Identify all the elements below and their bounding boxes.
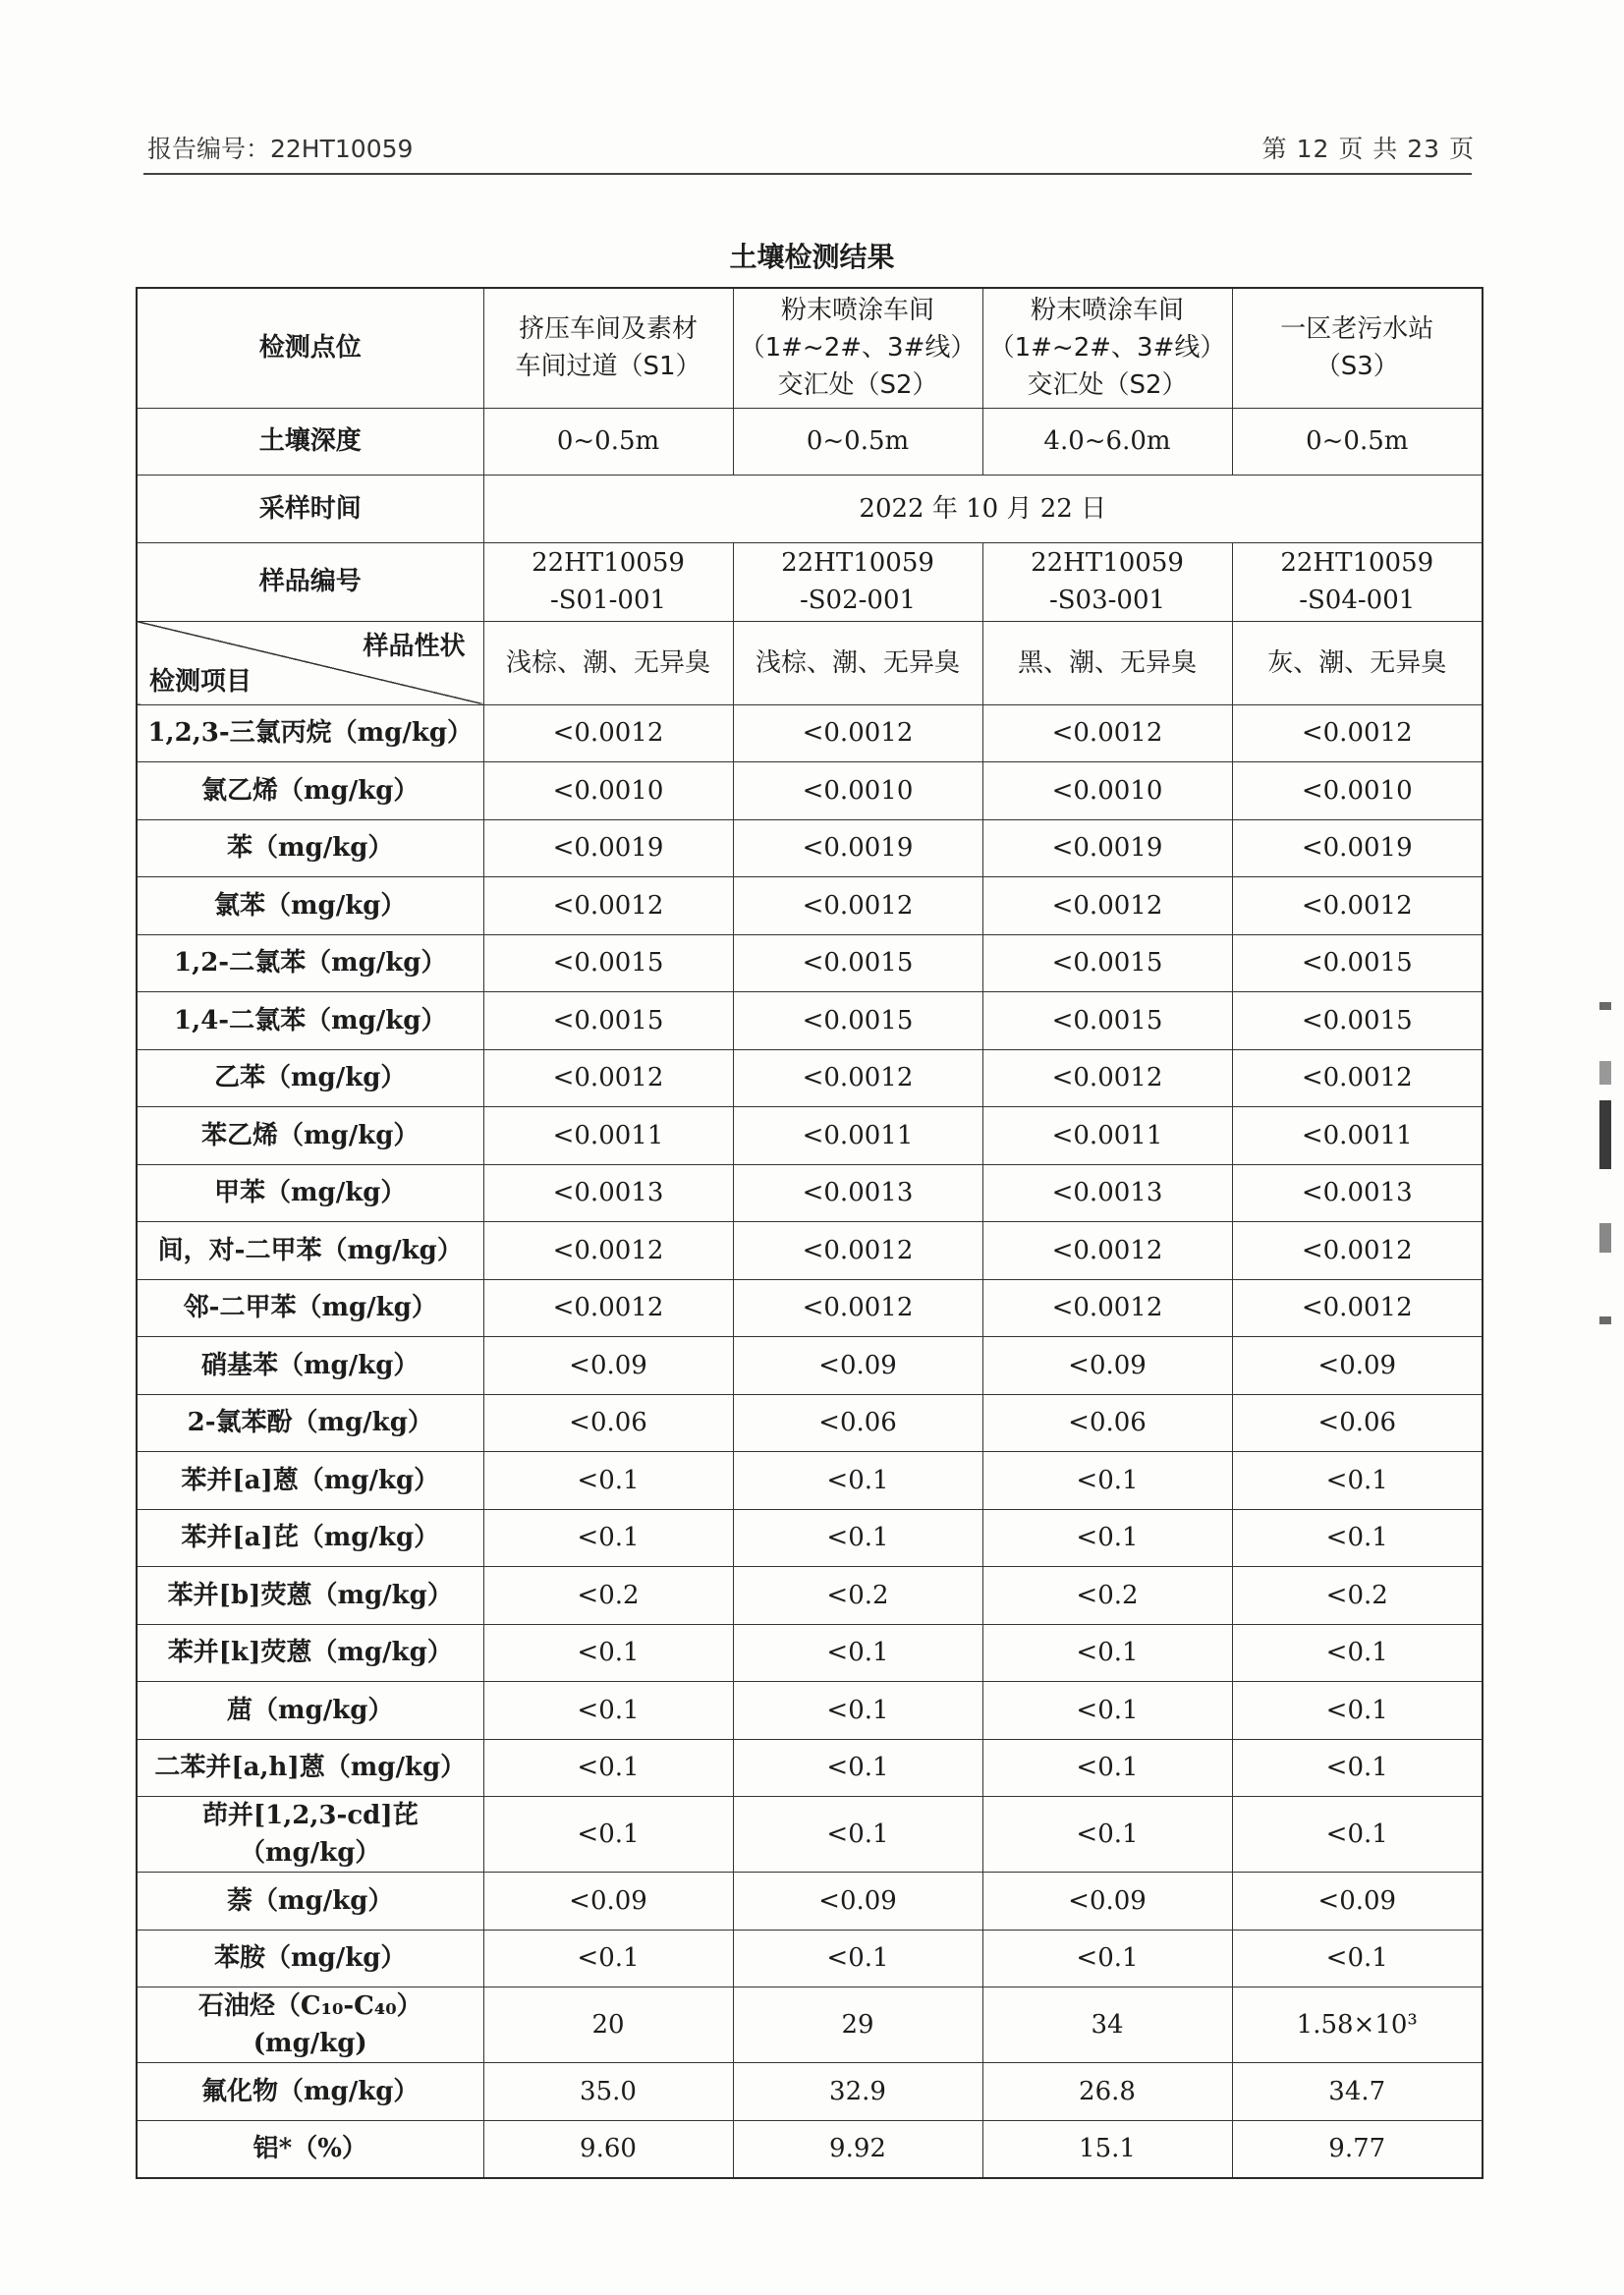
result-value: <0.0011 bbox=[483, 1107, 733, 1165]
result-value: <0.0015 bbox=[483, 934, 733, 992]
depth-cell: 0~0.5m bbox=[483, 408, 733, 475]
result-row bbox=[137, 1222, 1483, 1280]
result-value: <0.2 bbox=[982, 1567, 1232, 1625]
result-value: <0.0013 bbox=[1232, 1164, 1483, 1222]
depth-cell: 4.0~6.0m bbox=[982, 408, 1232, 475]
item-name: 1,2,3-三氯丙烷（mg/kg） bbox=[137, 704, 483, 762]
result-row bbox=[137, 2063, 1483, 2121]
result-row bbox=[137, 1797, 1483, 1873]
sample-trait-label: 样品性状 bbox=[363, 631, 466, 661]
result-row bbox=[137, 704, 1483, 762]
result-value: <0.1 bbox=[483, 1739, 733, 1797]
result-row bbox=[137, 1509, 1483, 1567]
result-value: 32.9 bbox=[733, 2063, 982, 2121]
result-value: <0.0012 bbox=[1232, 1279, 1483, 1337]
trait-cell: 浅棕、潮、无异臭 bbox=[733, 621, 982, 704]
result-value: <0.09 bbox=[1232, 1337, 1483, 1395]
item-name: 乙苯（mg/kg） bbox=[137, 1049, 483, 1107]
result-row bbox=[137, 1624, 1483, 1682]
item-name: 2-氯苯酚（mg/kg） bbox=[137, 1394, 483, 1452]
result-value: <0.1 bbox=[1232, 1509, 1483, 1567]
result-row bbox=[137, 1279, 1483, 1337]
trait-row bbox=[137, 621, 1483, 704]
result-row bbox=[137, 1930, 1483, 1987]
stamp-mark bbox=[1599, 1002, 1611, 1010]
item-name: 甲苯（mg/kg） bbox=[137, 1164, 483, 1222]
result-value: <0.1 bbox=[1232, 1930, 1483, 1987]
result-row bbox=[137, 1394, 1483, 1452]
result-value: <0.0015 bbox=[982, 934, 1232, 992]
result-value: <0.1 bbox=[982, 1624, 1232, 1682]
result-value: <0.06 bbox=[1232, 1394, 1483, 1452]
result-value: <0.09 bbox=[483, 1873, 733, 1931]
time-label: 采样时间 bbox=[137, 475, 483, 542]
result-value: <0.0013 bbox=[483, 1164, 733, 1222]
result-value: <0.1 bbox=[733, 1797, 982, 1873]
item-name: 苯并[k]荧蒽（mg/kg） bbox=[137, 1624, 483, 1682]
result-value: <0.1 bbox=[483, 1930, 733, 1987]
result-value: 1.58×10³ bbox=[1232, 1987, 1483, 2063]
result-value: <0.1 bbox=[1232, 1797, 1483, 1873]
result-value: <0.1 bbox=[483, 1509, 733, 1567]
item-name: 苯并[a]蒽（mg/kg） bbox=[137, 1452, 483, 1510]
item-name: 硝基苯（mg/kg） bbox=[137, 1337, 483, 1395]
stamp-mark bbox=[1599, 1100, 1611, 1169]
result-value: <0.0015 bbox=[1232, 934, 1483, 992]
result-row bbox=[137, 1682, 1483, 1740]
result-value: <0.0015 bbox=[733, 934, 982, 992]
soil-results-table bbox=[136, 287, 1484, 2179]
result-value: <0.2 bbox=[733, 1567, 982, 1625]
result-value: <0.0012 bbox=[733, 1279, 982, 1337]
result-value: <0.0011 bbox=[1232, 1107, 1483, 1165]
result-value: 15.1 bbox=[982, 2120, 1232, 2178]
result-value: <0.0012 bbox=[982, 1222, 1232, 1280]
item-name: 氯乙烯（mg/kg） bbox=[137, 762, 483, 820]
result-value: <0.0019 bbox=[733, 819, 982, 877]
result-value: <0.0015 bbox=[733, 992, 982, 1050]
result-value: <0.09 bbox=[982, 1337, 1232, 1395]
depth-row bbox=[137, 408, 1483, 475]
result-row bbox=[137, 1739, 1483, 1797]
sample-no-cell: 22HT10059 -S04-001 bbox=[1232, 542, 1483, 621]
result-value: <0.1 bbox=[483, 1624, 733, 1682]
result-value: <0.06 bbox=[733, 1394, 982, 1452]
result-value: <0.0011 bbox=[982, 1107, 1232, 1165]
result-value: <0.0012 bbox=[483, 704, 733, 762]
result-row bbox=[137, 1567, 1483, 1625]
item-name: 苯乙烯（mg/kg） bbox=[137, 1107, 483, 1165]
trait-cell: 黑、潮、无异臭 bbox=[982, 621, 1232, 704]
result-value: <0.2 bbox=[1232, 1567, 1483, 1625]
item-name: 茚并[1,2,3-cd]芘（mg/kg） bbox=[137, 1797, 483, 1873]
result-value: <0.0012 bbox=[733, 704, 982, 762]
result-value: <0.0013 bbox=[733, 1164, 982, 1222]
result-value: <0.0015 bbox=[483, 992, 733, 1050]
result-value: <0.1 bbox=[733, 1624, 982, 1682]
point-label: 检测点位 bbox=[137, 288, 483, 408]
result-value: <0.1 bbox=[982, 1682, 1232, 1740]
result-value: <0.1 bbox=[733, 1682, 982, 1740]
item-label: 检测项目 bbox=[149, 666, 252, 697]
sample-no-cell: 22HT10059 -S02-001 bbox=[733, 542, 982, 621]
result-value: <0.1 bbox=[1232, 1452, 1483, 1510]
sampling-date: 2022 年 10 月 22 日 bbox=[483, 475, 1483, 542]
result-value: <0.0012 bbox=[483, 1222, 733, 1280]
page-indicator: 第 12 页 共 23 页 bbox=[1261, 135, 1475, 163]
item-name: 苯并[a]芘（mg/kg） bbox=[137, 1509, 483, 1567]
item-name: 邻-二甲苯（mg/kg） bbox=[137, 1279, 483, 1337]
result-value: <0.1 bbox=[483, 1452, 733, 1510]
result-value: 29 bbox=[733, 1987, 982, 2063]
result-row bbox=[137, 1452, 1483, 1510]
result-value: <0.1 bbox=[1232, 1624, 1483, 1682]
result-value: <0.0015 bbox=[982, 992, 1232, 1050]
result-value: <0.0012 bbox=[733, 1222, 982, 1280]
result-value: <0.0012 bbox=[483, 877, 733, 935]
item-name: 萘（mg/kg） bbox=[137, 1873, 483, 1931]
item-name: 苯并[b]荧蒽（mg/kg） bbox=[137, 1567, 483, 1625]
result-row bbox=[137, 877, 1483, 935]
item-name: 䓛（mg/kg） bbox=[137, 1682, 483, 1740]
stamp-mark bbox=[1599, 1061, 1611, 1085]
point-cell: 粉末喷涂车间 （1#~2#、3#线） 交汇处（S2） bbox=[982, 288, 1232, 408]
result-value: <0.0012 bbox=[483, 1049, 733, 1107]
diagonal-header bbox=[137, 621, 483, 704]
result-value: <0.06 bbox=[982, 1394, 1232, 1452]
item-name: 1,4-二氯苯（mg/kg） bbox=[137, 992, 483, 1050]
result-value: <0.0012 bbox=[1232, 1049, 1483, 1107]
result-value: <0.1 bbox=[982, 1452, 1232, 1510]
depth-label: 土壤深度 bbox=[137, 408, 483, 475]
result-value: 9.60 bbox=[483, 2120, 733, 2178]
result-value: <0.09 bbox=[733, 1873, 982, 1931]
result-value: <0.1 bbox=[733, 1452, 982, 1510]
depth-cell: 0~0.5m bbox=[733, 408, 982, 475]
sample-no-row bbox=[137, 542, 1483, 621]
item-name: 石油烃（C₁₀-C₄₀）(mg/kg) bbox=[137, 1987, 483, 2063]
result-value: 34 bbox=[982, 1987, 1232, 2063]
result-row bbox=[137, 1987, 1483, 2063]
sample-no-cell: 22HT10059 -S03-001 bbox=[982, 542, 1232, 621]
table-title: 土壤检测结果 bbox=[729, 241, 895, 273]
result-value: <0.1 bbox=[1232, 1682, 1483, 1740]
time-row bbox=[137, 475, 1483, 542]
result-row bbox=[137, 1164, 1483, 1222]
result-row bbox=[137, 1107, 1483, 1165]
result-value: <0.0012 bbox=[483, 1279, 733, 1337]
result-value: <0.0012 bbox=[1232, 877, 1483, 935]
result-value: <0.09 bbox=[733, 1337, 982, 1395]
result-value: <0.0010 bbox=[483, 762, 733, 820]
item-name: 氟化物（mg/kg） bbox=[137, 2063, 483, 2121]
stamp-mark bbox=[1599, 1316, 1611, 1324]
result-value: <0.0019 bbox=[1232, 819, 1483, 877]
result-row bbox=[137, 819, 1483, 877]
result-row bbox=[137, 1873, 1483, 1931]
report-number: 报告编号：22HT10059 bbox=[147, 135, 414, 163]
result-value: <0.0012 bbox=[1232, 704, 1483, 762]
result-value: <0.0012 bbox=[733, 877, 982, 935]
result-value: <0.0012 bbox=[982, 704, 1232, 762]
result-row bbox=[137, 992, 1483, 1050]
result-value: <0.06 bbox=[483, 1394, 733, 1452]
point-cell: 粉末喷涂车间 （1#~2#、3#线） 交汇处（S2） bbox=[733, 288, 982, 408]
item-name: 氯苯（mg/kg） bbox=[137, 877, 483, 935]
item-name: 1,2-二氯苯（mg/kg） bbox=[137, 934, 483, 992]
trait-cell: 浅棕、潮、无异臭 bbox=[483, 621, 733, 704]
result-value: <0.1 bbox=[1232, 1739, 1483, 1797]
result-value: <0.0012 bbox=[1232, 1222, 1483, 1280]
depth-cell: 0~0.5m bbox=[1232, 408, 1483, 475]
result-value: 9.92 bbox=[733, 2120, 982, 2178]
result-value: <0.1 bbox=[733, 1509, 982, 1567]
result-row bbox=[137, 1049, 1483, 1107]
result-value: <0.1 bbox=[733, 1930, 982, 1987]
result-value: <0.09 bbox=[483, 1337, 733, 1395]
result-value: 35.0 bbox=[483, 2063, 733, 2121]
result-value: <0.0010 bbox=[1232, 762, 1483, 820]
result-value: 20 bbox=[483, 1987, 733, 2063]
result-row bbox=[137, 1337, 1483, 1395]
trait-cell: 灰、潮、无异臭 bbox=[1232, 621, 1483, 704]
result-value: <0.1 bbox=[982, 1739, 1232, 1797]
result-value: <0.0011 bbox=[733, 1107, 982, 1165]
result-value: <0.0012 bbox=[982, 1279, 1232, 1337]
result-value: <0.0015 bbox=[1232, 992, 1483, 1050]
result-value: 9.77 bbox=[1232, 2120, 1483, 2178]
header-rule bbox=[143, 173, 1472, 175]
item-name: 间，对-二甲苯（mg/kg） bbox=[137, 1222, 483, 1280]
result-value: <0.1 bbox=[982, 1930, 1232, 1987]
result-value: <0.09 bbox=[1232, 1873, 1483, 1931]
result-value: <0.1 bbox=[733, 1739, 982, 1797]
result-value: 26.8 bbox=[982, 2063, 1232, 2121]
result-value: <0.0010 bbox=[982, 762, 1232, 820]
result-value: <0.1 bbox=[982, 1797, 1232, 1873]
result-value: <0.0010 bbox=[733, 762, 982, 820]
sample-no-cell: 22HT10059 -S01-001 bbox=[483, 542, 733, 621]
result-value: <0.1 bbox=[483, 1682, 733, 1740]
result-value: <0.1 bbox=[982, 1509, 1232, 1567]
result-value: <0.1 bbox=[483, 1797, 733, 1873]
item-name: 二苯并[a,h]蒽（mg/kg） bbox=[137, 1739, 483, 1797]
item-name: 苯胺（mg/kg） bbox=[137, 1930, 483, 1987]
result-value: <0.0019 bbox=[982, 819, 1232, 877]
result-value: <0.0012 bbox=[982, 1049, 1232, 1107]
result-value: <0.0012 bbox=[982, 877, 1232, 935]
result-row bbox=[137, 2120, 1483, 2178]
result-value: 34.7 bbox=[1232, 2063, 1483, 2121]
result-value: <0.0019 bbox=[483, 819, 733, 877]
point-cell: 挤压车间及素材 车间过道（S1） bbox=[483, 288, 733, 408]
result-value: <0.09 bbox=[982, 1873, 1232, 1931]
result-value: <0.0012 bbox=[733, 1049, 982, 1107]
item-name: 铝*（%） bbox=[137, 2120, 483, 2178]
point-cell: 一区老污水站 （S3） bbox=[1232, 288, 1483, 408]
point-row bbox=[137, 288, 1483, 408]
result-value: <0.2 bbox=[483, 1567, 733, 1625]
sample-no-label: 样品编号 bbox=[137, 542, 483, 621]
result-row bbox=[137, 762, 1483, 820]
result-row bbox=[137, 934, 1483, 992]
result-value: <0.0013 bbox=[982, 1164, 1232, 1222]
stamp-mark bbox=[1599, 1223, 1611, 1253]
item-name: 苯（mg/kg） bbox=[137, 819, 483, 877]
